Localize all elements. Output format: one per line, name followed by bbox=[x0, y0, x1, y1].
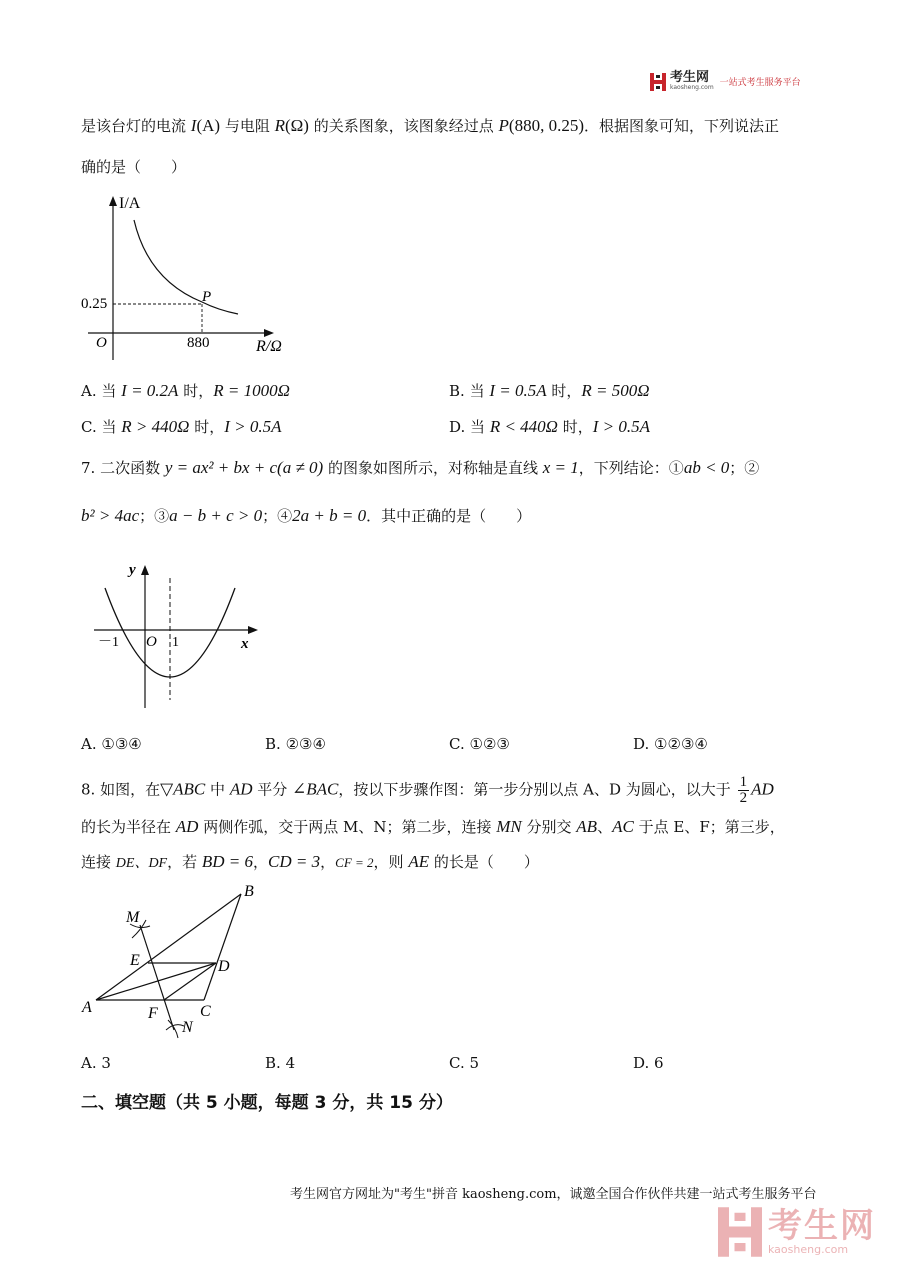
q8-option-d[interactable]: D. 6 bbox=[633, 1054, 664, 1072]
q6-option-a[interactable]: A. 当 I = 0.2A 时，R = 1000Ω bbox=[81, 381, 290, 400]
one-label: 1 bbox=[172, 635, 179, 650]
segment-ab bbox=[96, 894, 241, 1000]
q8-line-2: 的长为半径在 AD 两侧作弧，交于两点 M、N；第二步，连接 MN 分别交 AB、AC 于点 E、F；第三步， bbox=[81, 817, 785, 836]
q7-graph bbox=[88, 560, 268, 710]
y-tick-label: 0.25 bbox=[81, 296, 108, 312]
x-axis-arrow bbox=[248, 626, 258, 634]
point-d-label: D bbox=[218, 958, 230, 975]
x-tick-label: 880 bbox=[187, 335, 210, 351]
y-axis-label: I/A bbox=[119, 195, 141, 212]
q7-option-b[interactable]: B. ②③④ bbox=[265, 735, 326, 753]
q6-line-2: 确的是（ ） bbox=[81, 158, 187, 176]
y-axis-arrow bbox=[141, 565, 149, 575]
q8-line-3: 连接 DE、DF，若 BD = 6，CD = 3，CF = 2，则 AE 的长是（ ） bbox=[81, 852, 539, 871]
section-heading-fill-in: 二、填空题（共 5 小题，每题 3 分，共 15 分） bbox=[81, 1093, 453, 1113]
q7-option-a[interactable]: A. ①③④ bbox=[81, 735, 142, 753]
q8-option-b[interactable]: B. 4 bbox=[265, 1054, 296, 1072]
q6-option-d[interactable]: D. 当 R < 440Ω 时，I > 0.5A bbox=[449, 417, 651, 436]
q7-line-1: 7. 二次函数 y = ax² + bx + c(a ≠ 0) 的图象如图所示，对称轴是直线 x = 1，下列结论：①ab < 0；② bbox=[81, 458, 760, 477]
origin-label: O bbox=[146, 634, 157, 650]
watermark-logo-icon bbox=[718, 1206, 762, 1258]
point-m-label: M bbox=[126, 909, 140, 926]
header-slogan: 一站式考生服务平台 bbox=[719, 78, 801, 88]
footer-text: 考生网官方网址为"考生"拼音 kaosheng.com，诚邀全国合作伙伴共建一站式考生服务平台 bbox=[290, 1187, 817, 1202]
fraction-one-half: $\frac{1}{2}$ bbox=[739, 774, 748, 806]
watermark bbox=[718, 1206, 876, 1258]
q7-line-2: b² > 4ac；③a − b + c > 0；④2a + b = 0．其中正确的是（ ） bbox=[81, 506, 532, 525]
segment-ad bbox=[96, 963, 216, 1000]
q8-option-c[interactable]: C. 5 bbox=[449, 1054, 480, 1072]
point-p-label: P bbox=[202, 289, 212, 305]
y-axis-label: y bbox=[129, 562, 136, 578]
header-logo[interactable] bbox=[650, 72, 801, 91]
point-n-label: N bbox=[182, 1019, 193, 1036]
point-f-label: F bbox=[148, 1005, 158, 1022]
parabola-curve bbox=[105, 588, 235, 677]
point-b-label: B bbox=[244, 883, 254, 900]
q8-option-a[interactable]: A. 3 bbox=[81, 1054, 111, 1072]
watermark-name: 考生网 bbox=[768, 1205, 876, 1246]
y-axis-arrow bbox=[109, 196, 117, 206]
q7-option-c[interactable]: C. ①②③ bbox=[449, 735, 510, 753]
kaosheng-logo-icon bbox=[650, 73, 666, 91]
logo-name: 考生网 bbox=[670, 70, 710, 85]
q6-option-b[interactable]: B. 当 I = 0.5A 时，R = 500Ω bbox=[449, 381, 650, 400]
x-axis-arrow bbox=[264, 329, 274, 337]
point-e-label: E bbox=[130, 952, 140, 969]
hyperbola-curve bbox=[134, 220, 238, 314]
q7-option-d[interactable]: D. ①②③④ bbox=[633, 735, 708, 753]
q8-figure bbox=[78, 880, 278, 1045]
segment-df bbox=[164, 963, 216, 1000]
logo-url: kaosheng.com bbox=[670, 84, 714, 91]
point-c-label: C bbox=[200, 1003, 211, 1020]
x-axis-label: R/Ω bbox=[256, 338, 282, 355]
segment-bc bbox=[204, 894, 241, 1000]
origin-label: O bbox=[96, 335, 107, 351]
arc-n-2 bbox=[168, 1020, 178, 1038]
q6-graph bbox=[78, 190, 308, 360]
q6-option-c[interactable]: C. 当 R > 440Ω 时，I > 0.5A bbox=[81, 417, 282, 436]
q6-line-1: 是该台灯的电流 I(A) 与电阻 R(Ω) 的关系图象，该图象经过点 P(880, 0.25)．根据图象可知，下列说法正 bbox=[81, 116, 779, 135]
point-a-label: A bbox=[82, 999, 92, 1016]
neg-one-label: －1 bbox=[98, 635, 119, 650]
watermark-url: kaosheng.com bbox=[768, 1242, 849, 1256]
x-axis-label: x bbox=[241, 636, 249, 652]
q8-line-1: 8. 如图，在▽ABC 中 AD 平分 ∠BAC，按以下步骤作图：第一步分别以点 A、D 为圆心，以大于 $\frac{1}{2}$ AD bbox=[81, 774, 774, 806]
